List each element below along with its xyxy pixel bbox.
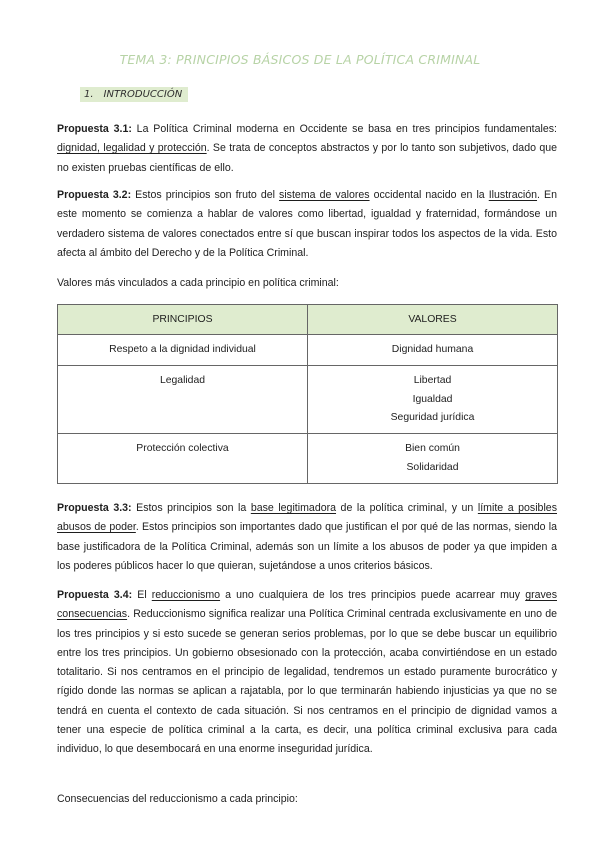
principle-text: Legalidad — [159, 375, 206, 386]
value-item: Libertad — [413, 375, 452, 386]
text-run: . En este momento se comienza a hablar de valores como libertad, igualdad y fraternidad, formándose un verdadero sistema de valores conectados entre sí que buscan inspirar todos los aspectos de la vida. Esto afecta al ámbito del Derecho y de la Política Criminal. — [57, 189, 557, 259]
text-run: Estos principios son fruto del — [131, 189, 280, 201]
value-item: Igualdad — [412, 393, 453, 405]
proposal-label: Propuesta 3.2: — [57, 189, 132, 201]
table-header-row — [58, 305, 558, 335]
text-run: a uno cualquiera de los tres principios puede acarrear muy — [220, 589, 526, 601]
section-label: INTRODUCCIÓN — [103, 89, 183, 100]
closing-line: Consecuencias del reduccionismo a cada principio: — [57, 793, 298, 805]
values-cell — [308, 366, 558, 434]
principle-text: Respeto a la dignidad individual — [109, 344, 256, 355]
table-row — [58, 366, 558, 434]
underlined-term: sistema de valores — [279, 189, 370, 201]
principle-cell — [58, 366, 308, 434]
principle-cell — [58, 335, 308, 366]
principle-text: Protección colectiva — [136, 443, 229, 454]
underlined-term: graves consecuencias — [57, 589, 557, 621]
text-run: La Política Criminal moderna en Occidente se basa en tres principios fundamentales: — [131, 123, 557, 135]
paragraph-proposal-3-2 — [57, 186, 557, 263]
principles-values-table — [57, 304, 558, 484]
underlined-term: límite a posibles abusos de poder — [57, 502, 557, 534]
text-run: El — [132, 589, 152, 601]
paragraph-proposal-3-3 — [57, 499, 557, 576]
text-run: . Se trata de conceptos abstractos y por lo tanto son subjetivos, dado que no existen pruebas científicas de ello. — [57, 142, 557, 174]
value-item: Bien común — [405, 443, 460, 454]
text-run: de la política criminal, y un — [336, 502, 478, 514]
table-row — [58, 335, 558, 366]
values-cell — [308, 434, 558, 484]
underlined-term: base legitimadora — [250, 502, 337, 514]
table-row — [58, 434, 558, 484]
value-item: Seguridad jurídica — [390, 412, 475, 424]
text-run: . Reduccionismo significa realizar una Política Criminal centrada exclusivamente en uno de los tres principios y si esto sucede se generan serios problemas, por lo que se debe buscar un equilibrio entre los tres principios. Un gobierno obsesionado con la protección, acaba convirtiéndose en un estado totalitario. Si nos centramos en el principio de legalidad, tendremos un estado puramente burocrático y rígido donde las normas se aplican a rajatabla, por lo que terminarán habiendo injusticias ya que no se tendrá en cuenta el contexto de cada situación. Si nos centramos en el principio de dignidad vamos a tener una especie de política criminal a la carta, es decir, una política criminal exclusiva para cada individuo, lo que desembocará en una enorme inseguridad jurídica. — [57, 608, 557, 756]
table-intro: Valores más vinculados a cada principio en política criminal: — [57, 277, 339, 289]
value-item: Solidaridad — [406, 461, 459, 473]
paragraph-proposal-3-4 — [57, 586, 557, 760]
proposal-label: Propuesta 3.3: — [57, 502, 132, 514]
proposal-label: Propuesta 3.4: — [57, 589, 133, 601]
principle-cell — [58, 434, 308, 484]
text-run: occidental nacido en la — [369, 189, 489, 201]
value-item: Dignidad humana — [391, 344, 474, 355]
paragraph-proposal-3-1 — [57, 120, 557, 178]
underlined-term: reduccionismo — [151, 589, 221, 601]
header-principios: PRINCIPIOS — [58, 305, 308, 335]
text-run: Estos principios son la — [131, 502, 251, 514]
header-valores: VALORES — [308, 305, 558, 335]
page-title: TEMA 3: PRINCIPIOS BÁSICOS DE LA POLÍTICA CRIMINAL — [119, 52, 481, 67]
underlined-term: Ilustración — [488, 189, 538, 201]
text-run: . Estos principios son importantes dado que justifican el por qué de las normas, siendo la base justificadora de la Política Criminal, además son un límite a los abusos de poder ya que impiden a los poderes públicos hacer lo que quieran, sujetándose a unos criterios básicos. — [57, 521, 557, 572]
section-heading — [80, 89, 188, 100]
values-cell — [308, 335, 558, 366]
proposal-label: Propuesta 3.1: — [57, 123, 132, 135]
underlined-term: dignidad, legalidad y protección — [57, 142, 207, 155]
section-number: 1. — [84, 89, 94, 100]
